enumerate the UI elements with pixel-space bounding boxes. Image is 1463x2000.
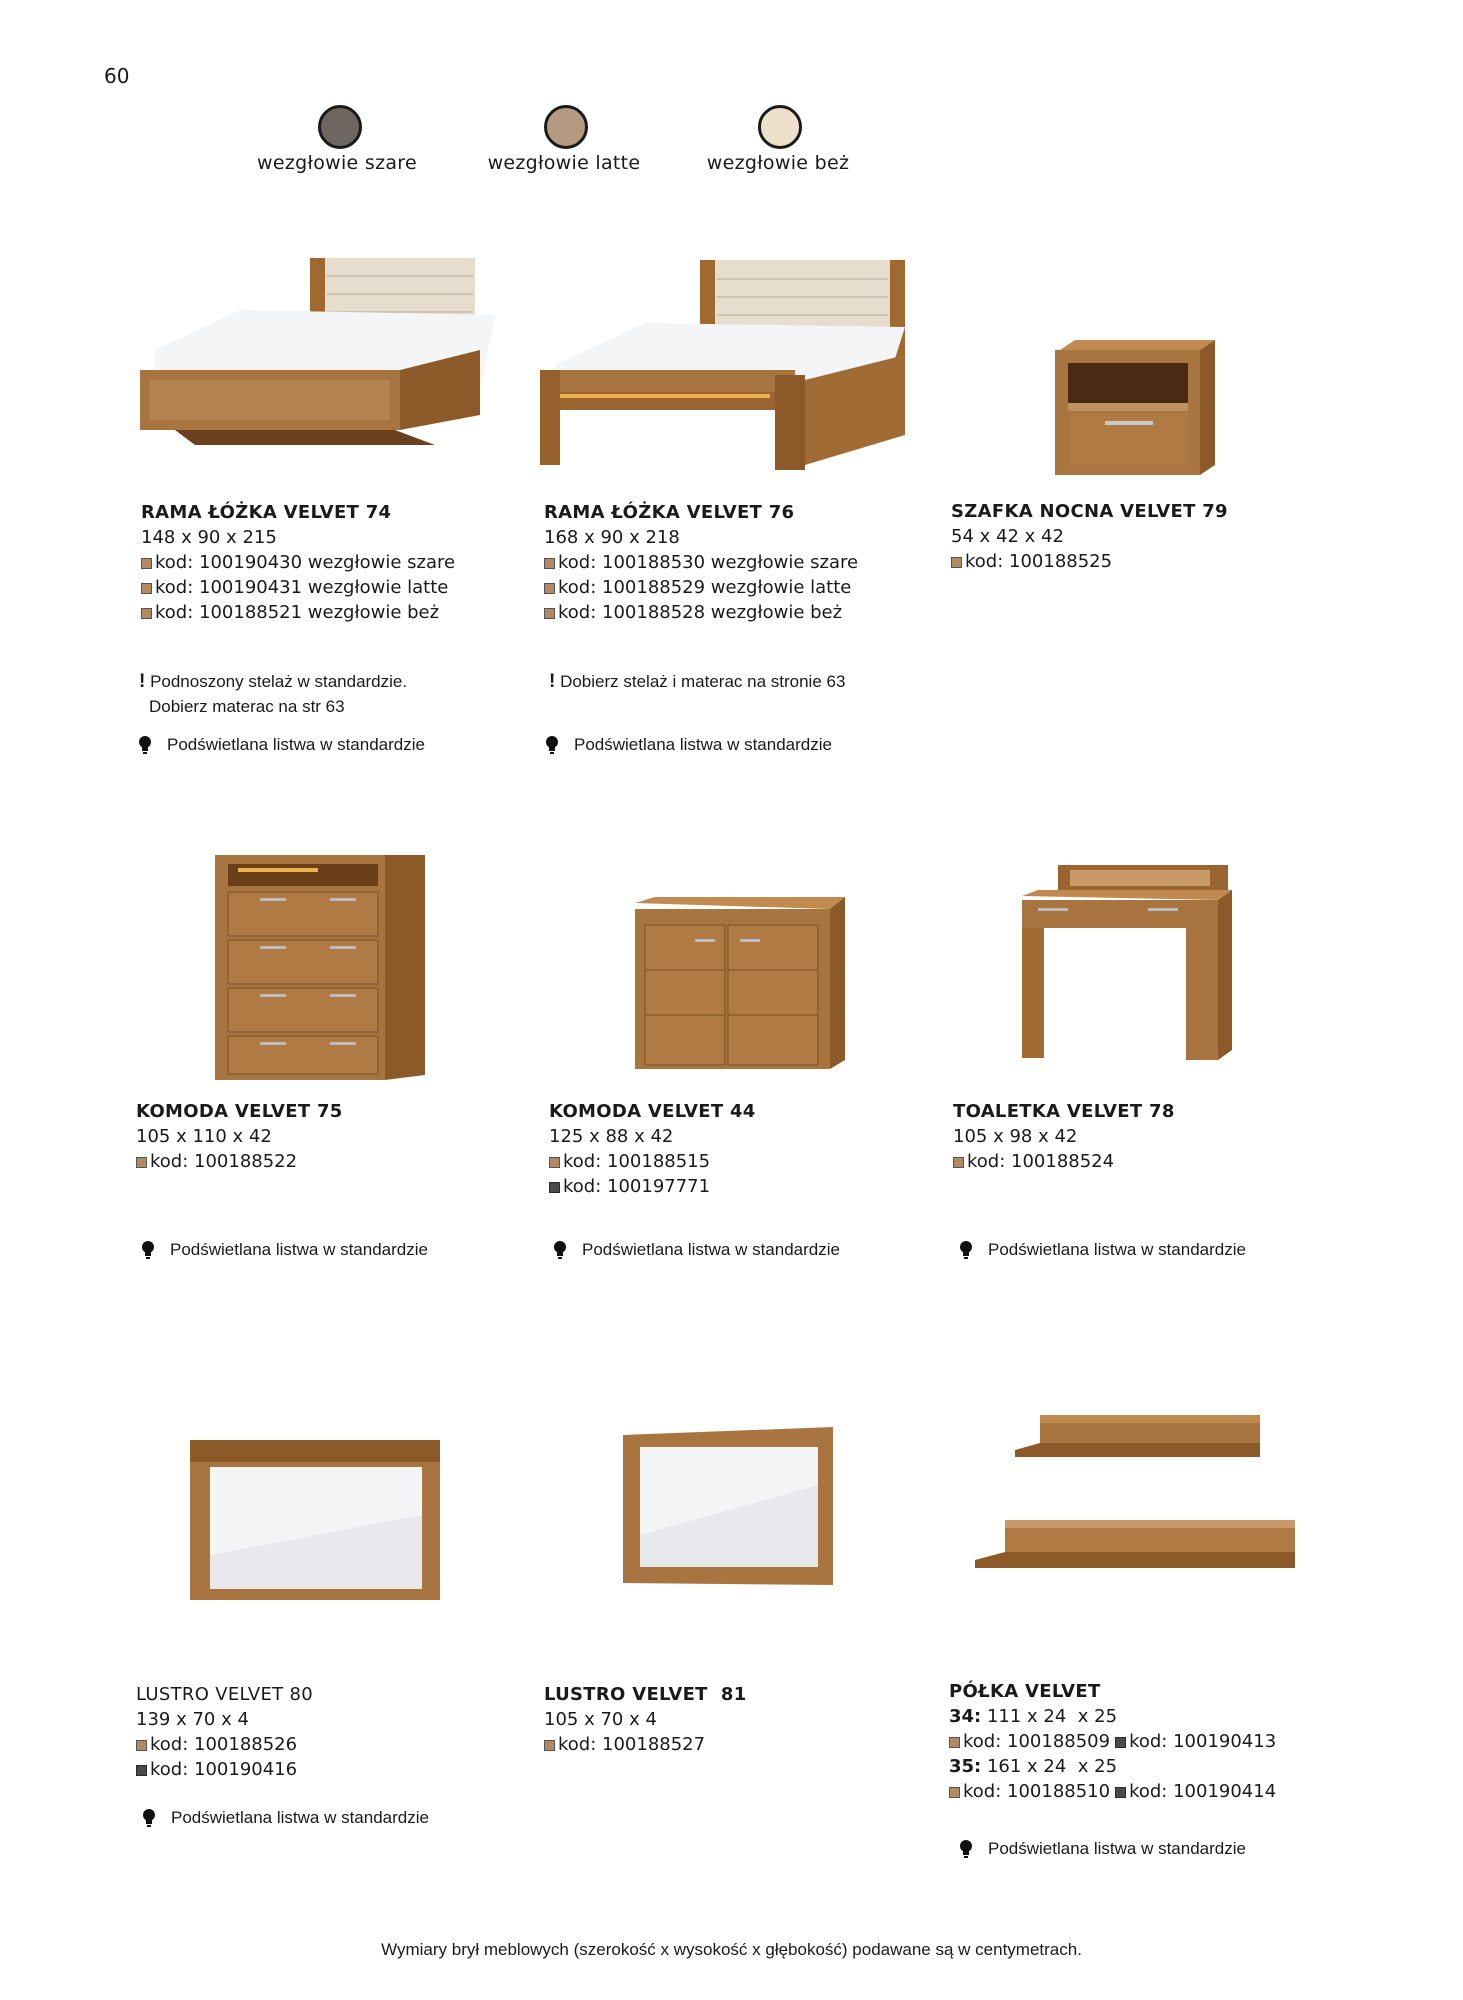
lightbulb-icon <box>958 1839 974 1859</box>
product-code-row <box>544 575 858 600</box>
product-code: kod: 100188527 <box>558 1734 706 1755</box>
oak-swatch-icon <box>141 558 152 569</box>
product-dims: 125 x 88 x 42 <box>549 1126 674 1147</box>
note-text: Dobierz materac na str 63 <box>149 697 345 716</box>
product-code: kod: 100188530 wezgłowie szare <box>558 552 859 573</box>
product-dims: 54 x 42 x 42 <box>951 526 1064 547</box>
product-code: kod: 100190413 <box>1129 1731 1277 1752</box>
swatch-label-latte: wezgłowie latte <box>487 152 641 174</box>
product-dims: 168 x 90 x 218 <box>544 527 680 548</box>
product-code-row <box>141 575 455 600</box>
product-code: kod: 100190416 <box>150 1759 298 1780</box>
product-code: kod: 100188510 <box>963 1781 1111 1802</box>
light-note-text: Podświetlana listwa w standardzie <box>988 1240 1246 1259</box>
oak-swatch-icon <box>544 558 555 569</box>
dark-swatch-icon <box>136 1765 147 1776</box>
shelf-image <box>970 1410 1305 1595</box>
product-code-row <box>949 1779 1276 1804</box>
product-dims: 105 x 98 x 42 <box>953 1126 1078 1147</box>
oak-swatch-icon <box>136 1157 147 1168</box>
product-dims: 139 x 70 x 4 <box>136 1709 249 1730</box>
oak-swatch-icon <box>141 608 152 619</box>
light-note-text: Podświetlana listwa w standardzie <box>988 1839 1246 1858</box>
product-code: kod: 100188528 wezgłowie beż <box>558 602 843 623</box>
product-dims: 105 x 110 x 42 <box>136 1126 272 1147</box>
oak-swatch-icon <box>141 583 152 594</box>
product-velvet-75 <box>136 1099 343 1174</box>
product-name: RAMA ŁÓŻKA VELVET 76 <box>544 502 795 523</box>
variant-number: 34: <box>949 1706 982 1727</box>
product-velvet-80 <box>136 1682 313 1782</box>
product-name: PÓŁKA VELVET <box>949 1681 1101 1702</box>
product-dims-35 <box>949 1754 1276 1779</box>
oak-swatch-icon <box>953 1157 964 1168</box>
product-code: kod: 100188521 wezgłowie beż <box>155 602 440 623</box>
variant-dims: 161 x 24 x 25 <box>981 1756 1118 1777</box>
product-dims-34 <box>949 1704 1276 1729</box>
lightbulb-icon <box>552 1240 568 1260</box>
product-code-row <box>136 1732 313 1757</box>
exclamation-icon: ! <box>139 671 146 692</box>
product-name: TOALETKA VELVET 78 <box>953 1101 1175 1122</box>
product-code-row <box>141 550 455 575</box>
product-name: LUSTRO VELVET 81 <box>544 1684 747 1705</box>
light-note-text: Podświetlana listwa w standardzie <box>171 1808 429 1827</box>
product-velvet-79 <box>951 499 1228 574</box>
product-shelf <box>949 1679 1276 1804</box>
product-code-row <box>544 600 858 625</box>
product-name: LUSTRO VELVET 80 <box>136 1684 313 1705</box>
light-note-velvet-44 <box>552 1240 840 1260</box>
product-name: KOMODA VELVET 75 <box>136 1101 343 1122</box>
mirror-81-image <box>618 1425 838 1590</box>
bed-76-image <box>535 255 925 475</box>
product-velvet-78 <box>953 1099 1175 1174</box>
product-name: RAMA ŁÓŻKA VELVET 74 <box>141 502 392 523</box>
product-code-row <box>953 1149 1175 1174</box>
product-code: kod: 100188515 <box>563 1151 711 1172</box>
bed-74-image <box>135 250 515 450</box>
product-code-row <box>949 1729 1276 1754</box>
product-velvet-76 <box>544 500 858 625</box>
product-velvet-81 <box>544 1682 747 1757</box>
oak-swatch-icon <box>544 1740 555 1751</box>
product-dims: 148 x 90 x 215 <box>141 527 277 548</box>
product-code: kod: 100188509 <box>963 1731 1111 1752</box>
dressing-table-78-image <box>1018 860 1238 1065</box>
light-note-velvet-76 <box>544 735 832 755</box>
light-note-text: Podświetlana listwa w standardzie <box>574 735 832 754</box>
light-note-velvet-78 <box>958 1240 1246 1260</box>
nightstand-79-image <box>1050 335 1220 480</box>
dark-swatch-icon <box>1115 1737 1126 1748</box>
page-number: 60 <box>104 64 130 88</box>
product-velvet-44 <box>549 1099 756 1199</box>
product-code: kod: 100188522 <box>150 1151 298 1172</box>
product-code-row <box>549 1174 756 1199</box>
lightbulb-icon <box>137 735 153 755</box>
chest-44-image <box>630 895 850 1075</box>
light-note-velvet-75 <box>140 1240 428 1260</box>
lightbulb-icon <box>544 735 560 755</box>
light-note-velvet-80 <box>141 1808 429 1828</box>
product-name: SZAFKA NOCNA VELVET 79 <box>951 501 1228 522</box>
product-code-row <box>544 550 858 575</box>
oak-swatch-icon <box>549 1157 560 1168</box>
note-velvet-76 <box>549 669 845 694</box>
product-name: KOMODA VELVET 44 <box>549 1101 756 1122</box>
note-text: Podnoszony stelaż w standardzie. <box>150 672 408 691</box>
oak-swatch-icon <box>544 583 555 594</box>
mirror-80-image <box>185 1435 445 1605</box>
exclamation-icon: ! <box>549 671 556 692</box>
swatch-beige <box>758 105 802 149</box>
lightbulb-icon <box>958 1240 974 1260</box>
product-code-row <box>951 549 1228 574</box>
lightbulb-icon <box>140 1240 156 1260</box>
product-code-row <box>549 1149 756 1174</box>
swatch-label-grey: wezgłowie szare <box>257 152 417 174</box>
lightbulb-icon <box>141 1808 157 1828</box>
light-note-shelf <box>958 1839 1246 1859</box>
product-code: kod: 100190430 wezgłowie szare <box>155 552 456 573</box>
product-code: kod: 100188526 <box>150 1734 298 1755</box>
oak-swatch-icon <box>544 608 555 619</box>
chest-75-image <box>210 850 430 1085</box>
product-code: kod: 100190431 wezgłowie latte <box>155 577 449 598</box>
product-code: kod: 100197771 <box>563 1176 711 1197</box>
light-note-velvet-74 <box>137 735 425 755</box>
product-dims: 105 x 70 x 4 <box>544 1709 657 1730</box>
oak-swatch-icon <box>136 1740 147 1751</box>
product-code-row <box>141 600 455 625</box>
product-code: kod: 100188524 <box>967 1151 1115 1172</box>
product-code: kod: 100188525 <box>965 551 1113 572</box>
oak-swatch-icon <box>949 1787 960 1798</box>
swatch-latte <box>544 105 588 149</box>
oak-swatch-icon <box>949 1737 960 1748</box>
product-code-row <box>544 1732 747 1757</box>
note-text: Dobierz stelaż i materac na stronie 63 <box>560 672 846 691</box>
note-velvet-74 <box>139 669 407 719</box>
product-code: kod: 100188529 wezgłowie latte <box>558 577 852 598</box>
light-note-text: Podświetlana listwa w standardzie <box>582 1240 840 1259</box>
swatch-grey <box>318 105 362 149</box>
variant-dims: 111 x 24 x 25 <box>981 1706 1118 1727</box>
variant-number: 35: <box>949 1756 982 1777</box>
product-code-row <box>136 1149 343 1174</box>
oak-swatch-icon <box>951 557 962 568</box>
product-code: kod: 100190414 <box>1129 1781 1277 1802</box>
product-code-row <box>136 1757 313 1782</box>
product-velvet-74 <box>141 500 455 625</box>
light-note-text: Podświetlana listwa w standardzie <box>167 735 425 754</box>
dark-swatch-icon <box>549 1182 560 1193</box>
dark-swatch-icon <box>1115 1787 1126 1798</box>
light-note-text: Podświetlana listwa w standardzie <box>170 1240 428 1259</box>
swatch-label-beige: wezgłowie beż <box>706 152 850 174</box>
footer-note: Wymiary brył meblowych (szerokość x wysokość x głębokość) podawane są w centymetrach. <box>381 1940 1082 1959</box>
